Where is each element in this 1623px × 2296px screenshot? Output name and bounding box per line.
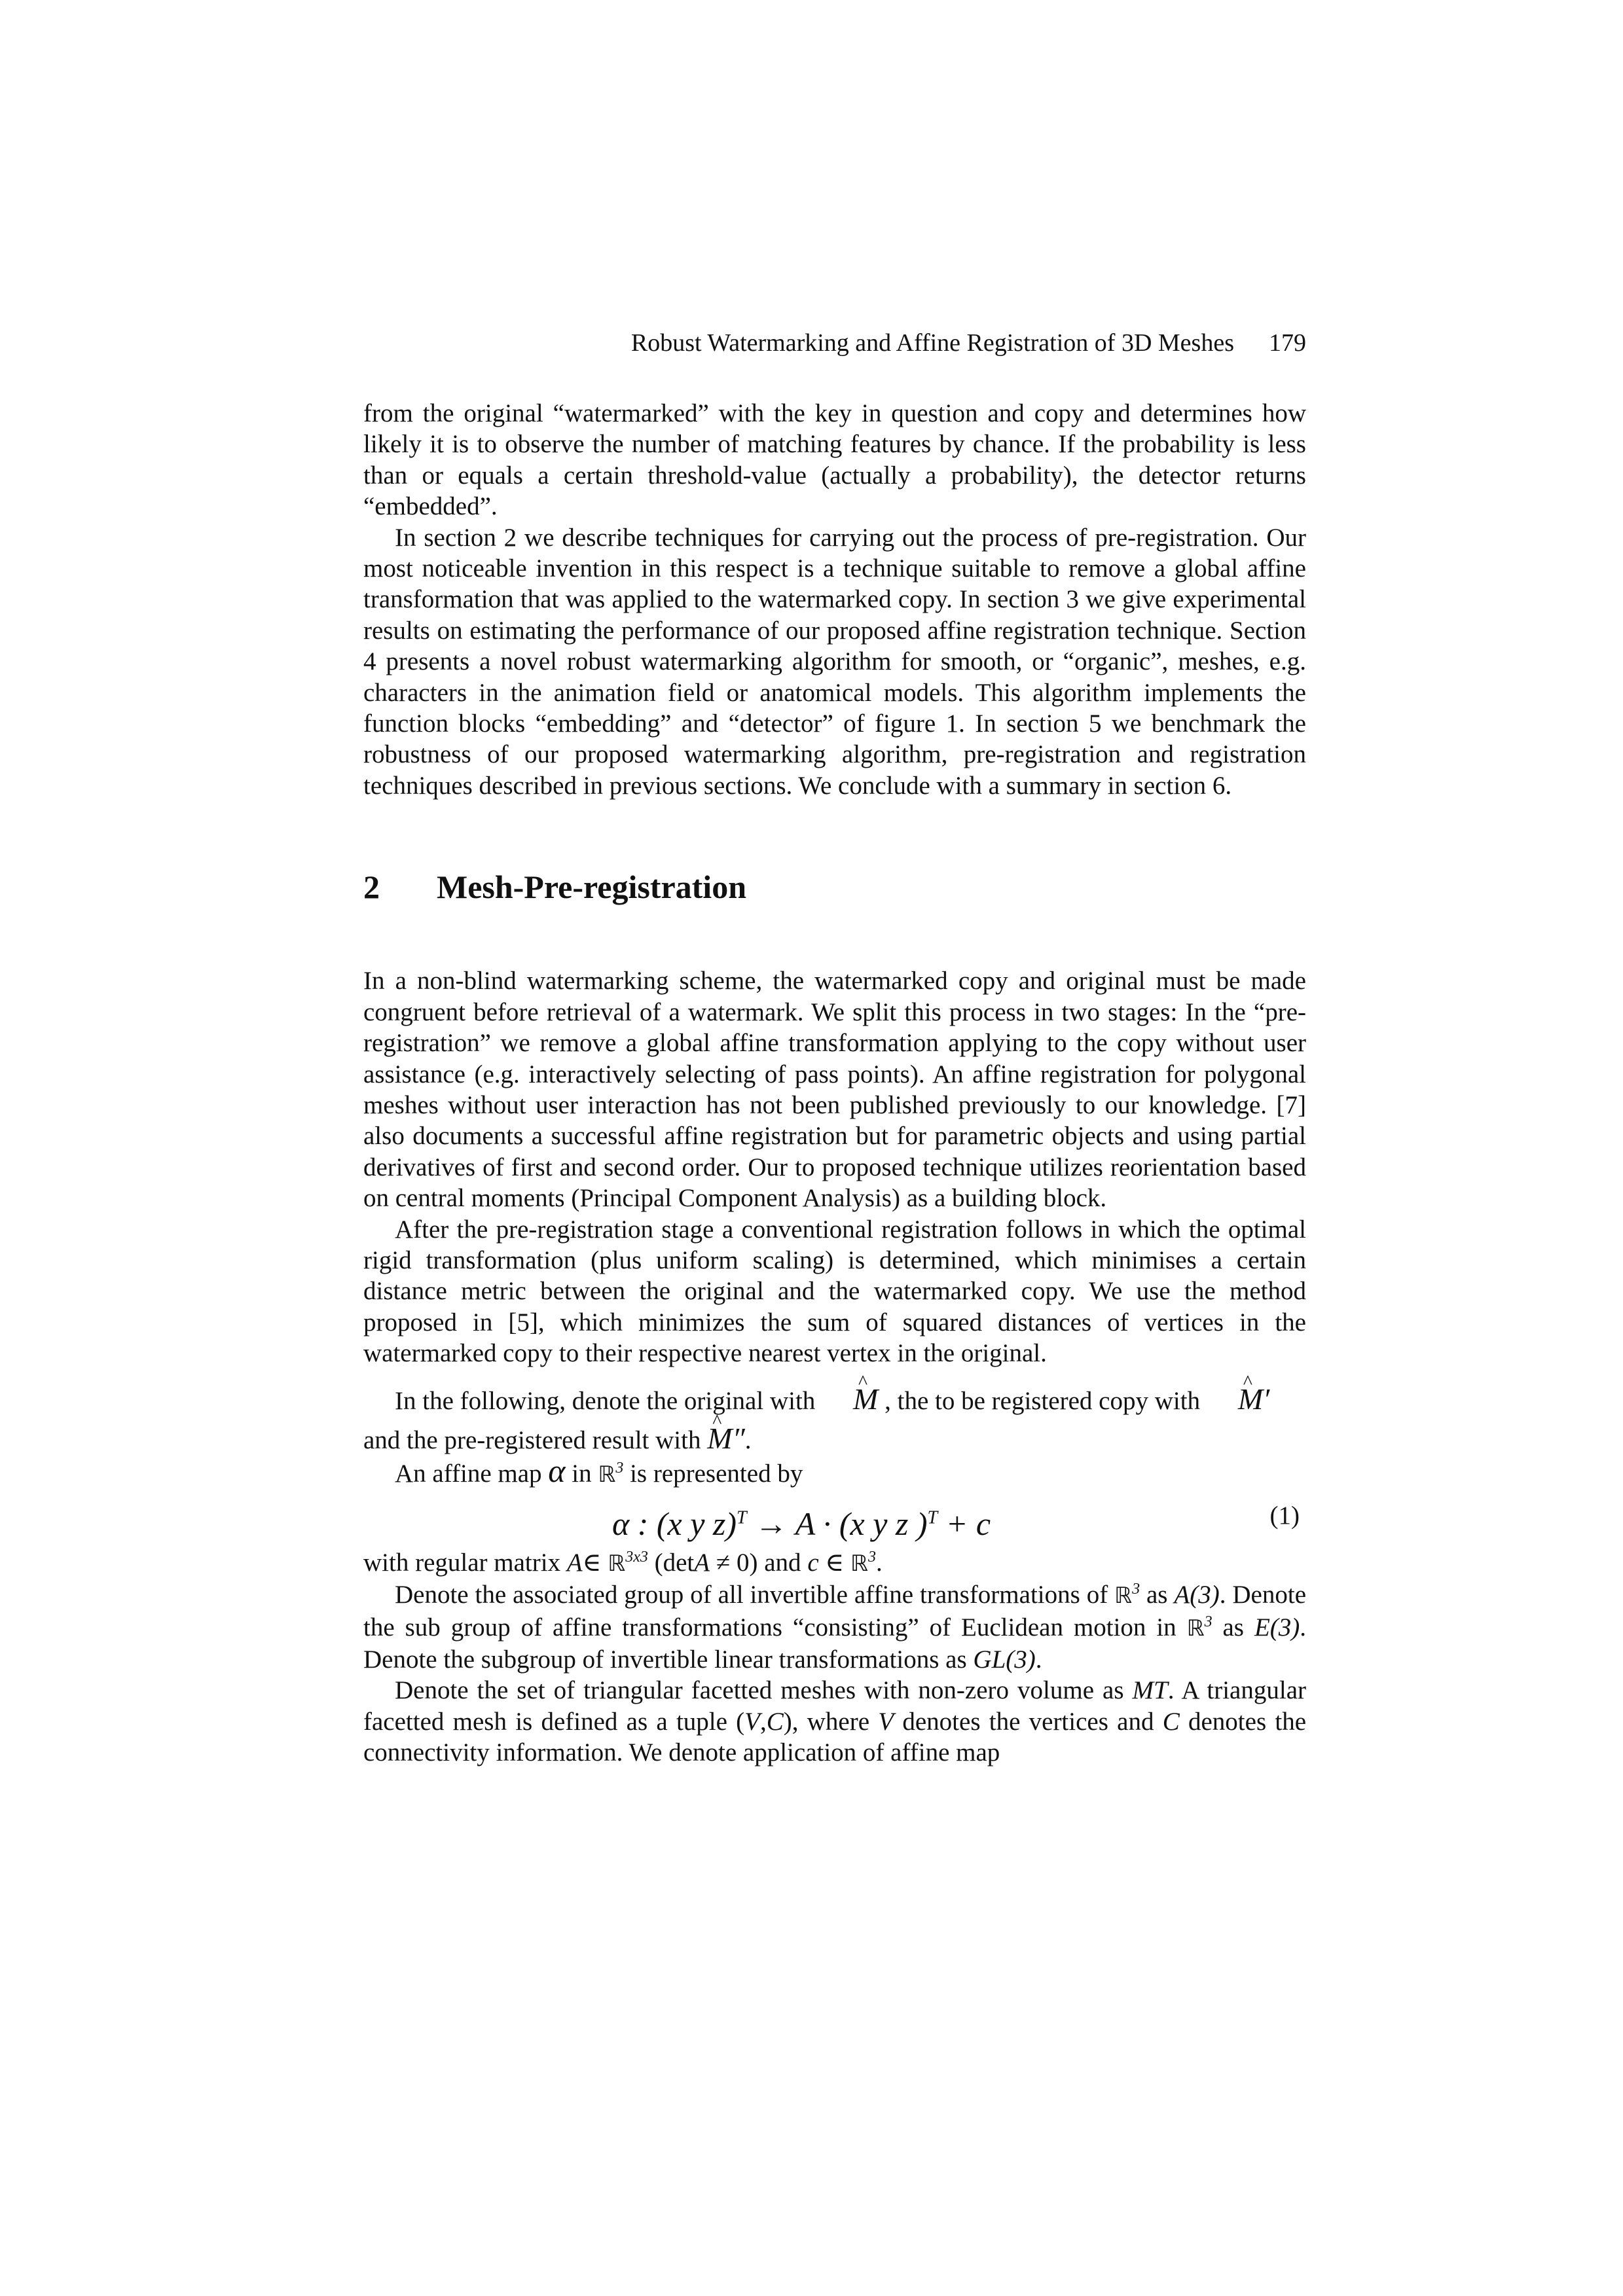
groups-text-1: Denote the associated group of all invertible affine transformations of: [395, 1581, 1108, 1609]
set-mt: MT: [1132, 1676, 1168, 1705]
groups-paragraph: [363, 1579, 1306, 1675]
regular-text-2: (det: [654, 1548, 695, 1577]
groups-text-3: . Denote the subgroup of invertible linear transformations as: [363, 1613, 1306, 1674]
regular-text-1: with regular matrix: [363, 1548, 561, 1577]
groups-text-2: . Denote the sub group of affine transformations “consisting” of Euclidean motion in: [363, 1581, 1307, 1641]
running-header: [363, 323, 1306, 363]
superscript-3d: 3: [1204, 1613, 1213, 1630]
notation-paragraph-cont: [363, 1423, 1306, 1456]
transpose-1: T: [737, 1507, 747, 1528]
equation-1: [363, 1500, 1306, 1547]
regular-text-3: 0) and: [737, 1548, 801, 1577]
equation-arrow: → A · (x y z ): [746, 1505, 928, 1542]
paragraph-4: After the pre-registration stage a conventional registration follows in which the optimal rigid transformation (plus uniform scaling) is determined, which minimises a certain distance metric between the original and the watermarked copy. We use the method proposed in [5], which minimizes the sum of squared distances of vertices in the watermarked copy to their respective nearest vertex in the original.: [363, 1215, 1306, 1368]
period-2: .: [875, 1548, 883, 1577]
notation-text-2: , the to be registered copy with: [884, 1386, 1201, 1415]
paragraph-3: In a non-blind watermarking scheme, the watermarked copy and original must be made congruent before retrieval of a watermark. We split this process in two stages: In the “pre-registration” we remove a global affine transformation applying to the copy without user assistance (e.g. interactively selecting of pass points). An affine registration for polygonal meshes without user interaction has not been published previously to our knowledge. [7] also documents a successful affine registration but for parametric objects and using partial derivatives of first and second order. Our to proposed technique utilizes reorientation based on central moments (Principal Component Analysis) as a building block.: [363, 967, 1306, 1213]
meshes-text-4: denotes the vertices and: [902, 1707, 1154, 1736]
notation-paragraph: [363, 1384, 1306, 1416]
matrix-a-det: A: [694, 1548, 710, 1577]
equation-body: [612, 1500, 991, 1547]
group-gl3: GL(3): [973, 1645, 1036, 1674]
reals-symbol-2: ℝ: [608, 1550, 626, 1577]
meshes-text-1: Denote the set of triangular facetted meshes with non-zero volume as: [395, 1676, 1124, 1705]
reals-symbol-3: ℝ: [850, 1550, 868, 1577]
equation-lhs: α : (x y z): [612, 1505, 737, 1542]
not-equal: ≠: [716, 1548, 731, 1577]
superscript-3x3: 3x3: [625, 1548, 648, 1566]
as-word: as: [1146, 1581, 1168, 1609]
page-number: 179: [1269, 329, 1306, 357]
group-e3: E(3): [1254, 1613, 1300, 1641]
affine-text-2: is represented by: [630, 1460, 803, 1488]
vector-c: c: [807, 1548, 819, 1577]
transpose-2: T: [927, 1507, 938, 1528]
reals-symbol-4: ℝ: [1114, 1583, 1133, 1609]
vertices-v: V: [878, 1707, 894, 1736]
superscript-3: 3: [615, 1460, 624, 1477]
section-title: Mesh-Pre-registration: [437, 869, 746, 906]
meshes-text-5: denotes the connectivity information. We denote application of affine map: [363, 1707, 1307, 1767]
tuple-v: V: [744, 1707, 760, 1736]
section-heading: [363, 867, 1306, 906]
superscript-3b: 3: [867, 1548, 876, 1566]
meshes-text-2: . A triangular facetted mesh is defined as a tuple (: [363, 1676, 1306, 1736]
equation-number: (1): [1269, 1501, 1300, 1530]
notation-text-1: In the following, denote the original with: [395, 1386, 816, 1415]
tuple-c: C: [766, 1707, 784, 1736]
meshes-paragraph: [363, 1675, 1306, 1768]
alpha-symbol: α: [548, 1452, 566, 1490]
running-title: Robust Watermarking and Affine Registration of 3D Meshes: [630, 329, 1234, 357]
reals-symbol-5: ℝ: [1186, 1615, 1205, 1641]
original-mesh-symbol: ^ M: [822, 1384, 878, 1414]
paragraph-1: from the original “watermarked” with the key in question and copy and determines how likely it is to observe the number of matching features by chance. If the probability is less than or equals a certain threshold-value (actually a probability), the detector returns “embedded”.: [363, 399, 1306, 521]
connectivity-c: C: [1162, 1707, 1180, 1736]
prime-symbol: ′: [1263, 1382, 1270, 1416]
equation-rhs: + c: [938, 1505, 991, 1542]
period-3: .: [1035, 1645, 1042, 1674]
meshes-text-3: ), where: [783, 1707, 870, 1736]
affine-map-paragraph: [363, 1452, 1306, 1490]
superscript-3c: 3: [1132, 1581, 1140, 1598]
regular-matrix-paragraph: [363, 1547, 1306, 1579]
notation-text-3: and the pre-registered result with: [363, 1426, 701, 1454]
as-word-2: as: [1222, 1613, 1244, 1641]
page-body: [363, 398, 1306, 1768]
element-of-2: ∈: [825, 1548, 845, 1577]
section-number: 2: [363, 869, 380, 906]
element-of: ∈: [582, 1548, 602, 1577]
period: .: [744, 1426, 752, 1454]
reals-symbol: ℝ: [598, 1462, 616, 1488]
in-word: in: [572, 1460, 592, 1488]
tuple-comma: ,: [760, 1707, 767, 1736]
double-prime-symbol: ″: [732, 1421, 745, 1455]
copy-mesh-symbol: ^ M: [1207, 1384, 1263, 1414]
group-a3: A(3): [1174, 1581, 1220, 1609]
affine-text-1: An affine map: [395, 1460, 542, 1488]
matrix-a: A: [566, 1548, 583, 1577]
paragraph-2: In section 2 we describe techniques for carrying out the process of pre-registration. Our most noticeable invention in this respect is a technique suitable to remove a global affine transformation that was applied to the watermarked copy. In section 3 we give experimental results on estimating the performance of our proposed affine registration technique. Section 4 presents a novel robust watermarking algorithm for smooth, or “organic”, meshes, e.g. characters in the animation field or anatomical models. This algorithm implements the function blocks “embedding” and “detector” of figure 1. In section 5 we benchmark the robustness of our proposed watermarking algorithm, pre-registration and registration techniques described in previous sections. We conclude with a summary in section 6.: [363, 523, 1306, 800]
preregistered-mesh-symbol: ^ M: [707, 1423, 732, 1454]
